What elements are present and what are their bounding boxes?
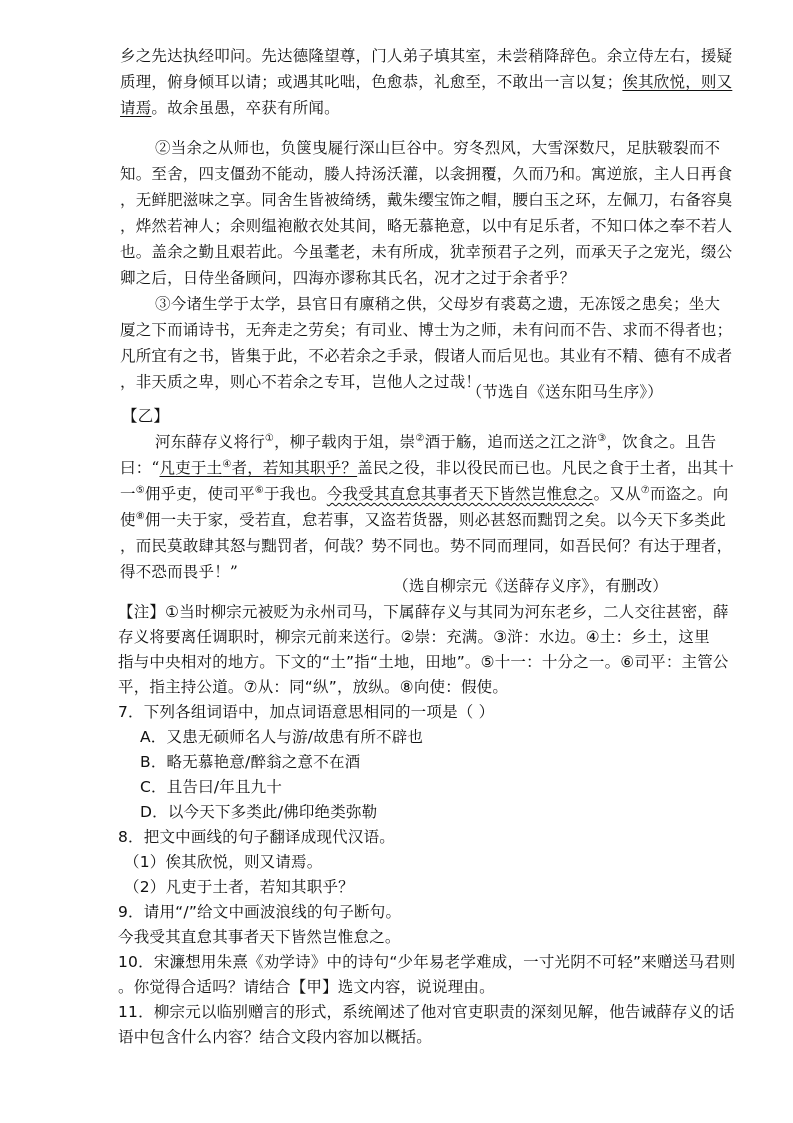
option-a: A．又患无硕师名人与游/故患有所不辟也 (140, 728, 424, 746)
source-citation: （节选自《送东阳马生序》） (466, 383, 663, 401)
text-span: 者，若知其职乎？ (231, 459, 358, 477)
underlined-sentence (160, 459, 358, 477)
text-span: 使 (120, 511, 136, 529)
note-line: 平，指主持公道。⑦从：同“纵”，放纵。⑧向使：假使。 (118, 678, 509, 696)
passage-yi-line (155, 430, 716, 452)
passage-jia-line: 知。至舍，四支僵劲不能动，媵人持汤沃灌，以衾拥覆，久而乃和。寓逆旅，主人日再食 (120, 165, 733, 183)
text-span: 酒于觞，追而送之江之浒 (424, 433, 598, 451)
text-span: 河东薛存义将行 (155, 433, 265, 451)
option-d: D．以今天下多类此/佛印绝类弥勒 (140, 803, 378, 821)
underlined-sentence: 俟其欣悦，则又 (622, 73, 733, 91)
question-10: 10．宋濂想用朱熹《劝学诗》中的诗句“少年易老学难成，一寸光阴不可轻”来赠送马君则 (118, 953, 736, 971)
question-9: 9．请用“/”给文中画波浪线的句子断句。 (118, 903, 402, 921)
question-10-cont: 。你觉得合适吗？请结合【甲】选文内容，说说理由。 (118, 978, 495, 996)
text-span: 一 (120, 485, 136, 503)
option-b: B．略无慕艳意/醉翁之意不在酒 (140, 753, 361, 771)
question-11: 11．柳宗元以临别赠言的形式，系统阐述了他对官吏职责的深刻见解，他告诫薛存义的话 (118, 1003, 735, 1021)
text-span: 。故余虽愚，卒获有所闻。 (151, 99, 340, 117)
passage-yi-line: ，而民莫敢肆其怒与黜罚者，何哉？势不同也。势不同而理同，如吾民何？有达于理者， (120, 537, 733, 555)
passage-jia-line: 乡之先达执经叩问。先达德隆望尊，门人弟子填其室，未尝稍降辞色。余立侍左右，援疑 (120, 47, 733, 65)
option-c: C．且告曰/年且九十 (140, 778, 283, 796)
source-citation: （选自柳宗元《送薛存义序》，有删改） (393, 577, 668, 595)
note-marker: ⑤ (135, 484, 145, 496)
note-marker: ④ (222, 458, 232, 470)
question-8: 8．把文中画线的句子翻译成现代汉语。 (118, 828, 395, 846)
wavy-underlined-sentence: 今我受其直怠其事者天下皆然岂惟怠之 (326, 485, 594, 503)
question-11-cont: 语中包含什么内容？结合文段内容加以概括。 (118, 1028, 433, 1046)
passage-yi-line (120, 456, 734, 478)
note-line: 【注】①当时柳宗元被贬为永州司马，下属薛存义与其同为河东老乡，二人交往甚密，薛 (118, 603, 729, 621)
note-marker: ⑦ (640, 484, 650, 496)
passage-jia-line: ②当余之从师也，负箧曳屣行深山巨谷中。穷冬烈风，大雪深数尺，足肤皲裂而不 (155, 139, 721, 157)
section-heading: 【乙】 (122, 407, 170, 425)
passage-jia-line (120, 96, 340, 118)
passage-jia-line: ③今诸生学于太学，县官日有廪稍之供，父母岁有裘葛之遗，无冻馁之患矣；坐大 (155, 295, 721, 313)
text-span: 曰：“ (120, 459, 160, 477)
text-span: 而盗之。向 (649, 485, 729, 503)
question-9-sentence: 今我受其直怠其事者天下皆然岂惟怠之。 (118, 928, 401, 946)
question-8-part-1: （1）俟其欣悦，则又请焉。 (124, 853, 323, 871)
note-line: 指与中央相对的地方。下文的“土”指“土地，田地”。⑤十一：十分之一。⑥司平：主管公 (118, 653, 729, 671)
passage-jia-line: ，烨然若神人；余则缊袍敝衣处其间，略无慕艳意，以中有足乐者，不知口体之奉不若人 (120, 217, 733, 235)
text-span: ，饮食之。且告 (606, 433, 717, 451)
passage-jia-line: ，无鲜肥滋味之享。同舍生皆被绮绣，戴朱缨宝饰之帽，腰白玉之环，左佩刀，右备容臭 (120, 191, 733, 209)
text-span: 佣乎吏，使司平 (144, 485, 255, 503)
passage-yi-line (120, 482, 728, 504)
passage-jia-line (120, 70, 732, 92)
note-marker: ① (264, 432, 275, 444)
passage-jia-line: 卿之后，日侍坐备顾问，四海亦谬称其氏名，况才之过于余者乎？ (120, 269, 576, 287)
note-marker: ③ (597, 432, 607, 444)
underlined-sentence: 请焉 (120, 99, 152, 117)
question-8-part-2: （2）凡吏于土者，若知其职乎？ (124, 878, 354, 896)
passage-yi-line (120, 508, 726, 530)
text-span: 质理，俯身倾耳以请；或遇其叱咄，色愈恭，礼愈至，不敢出一言以复； (120, 73, 623, 91)
text-span: 凡吏于土 (159, 459, 223, 477)
passage-yi-line: 得不恐而畏乎！” (120, 563, 239, 581)
text-span: ，柳子载肉于俎，崇 (274, 433, 416, 451)
passage-jia-line: 也。盖余之勤且艰若此。今虽耄老，未有所成，犹幸预君子之列，而承天子之宠光，缀公 (120, 243, 733, 261)
passage-jia-line: 凡所宜有之书，皆集于此，不必若余之手录，假诸人而后见也。其业有不精、德有不成者 (120, 347, 733, 365)
text-span: 于我也。 (263, 485, 327, 503)
passage-jia-line: ，非天质之卑，则心不若余之专耳，岂他人之过哉！ (120, 373, 482, 391)
note-marker: ⑥ (254, 484, 264, 496)
text-span: 。又从 (593, 485, 641, 503)
text-span: 佣一夫于家，受若直，怠若事，又盗若货器，则必甚怒而黜罚之矣。以今天下多类此 (144, 511, 726, 529)
passage-jia-line: 厦之下而诵诗书，无奔走之劳矣；有司业、博士为之师，未有问而不告、求而不得者也； (120, 321, 733, 339)
question-7: 7．下列各组词语中，加点词语意思相同的一项是（ ） (118, 703, 495, 721)
note-line: 存义将要离任调职时，柳宗元前来送行。②崇：充满。③浒：水边。④土：乡土，这里 (118, 628, 710, 646)
note-marker: ② (415, 432, 425, 444)
text-span: 盖民之役，非以役民而已也。凡民之食于土者，出其十 (357, 459, 734, 477)
note-marker: ⑧ (135, 510, 145, 522)
